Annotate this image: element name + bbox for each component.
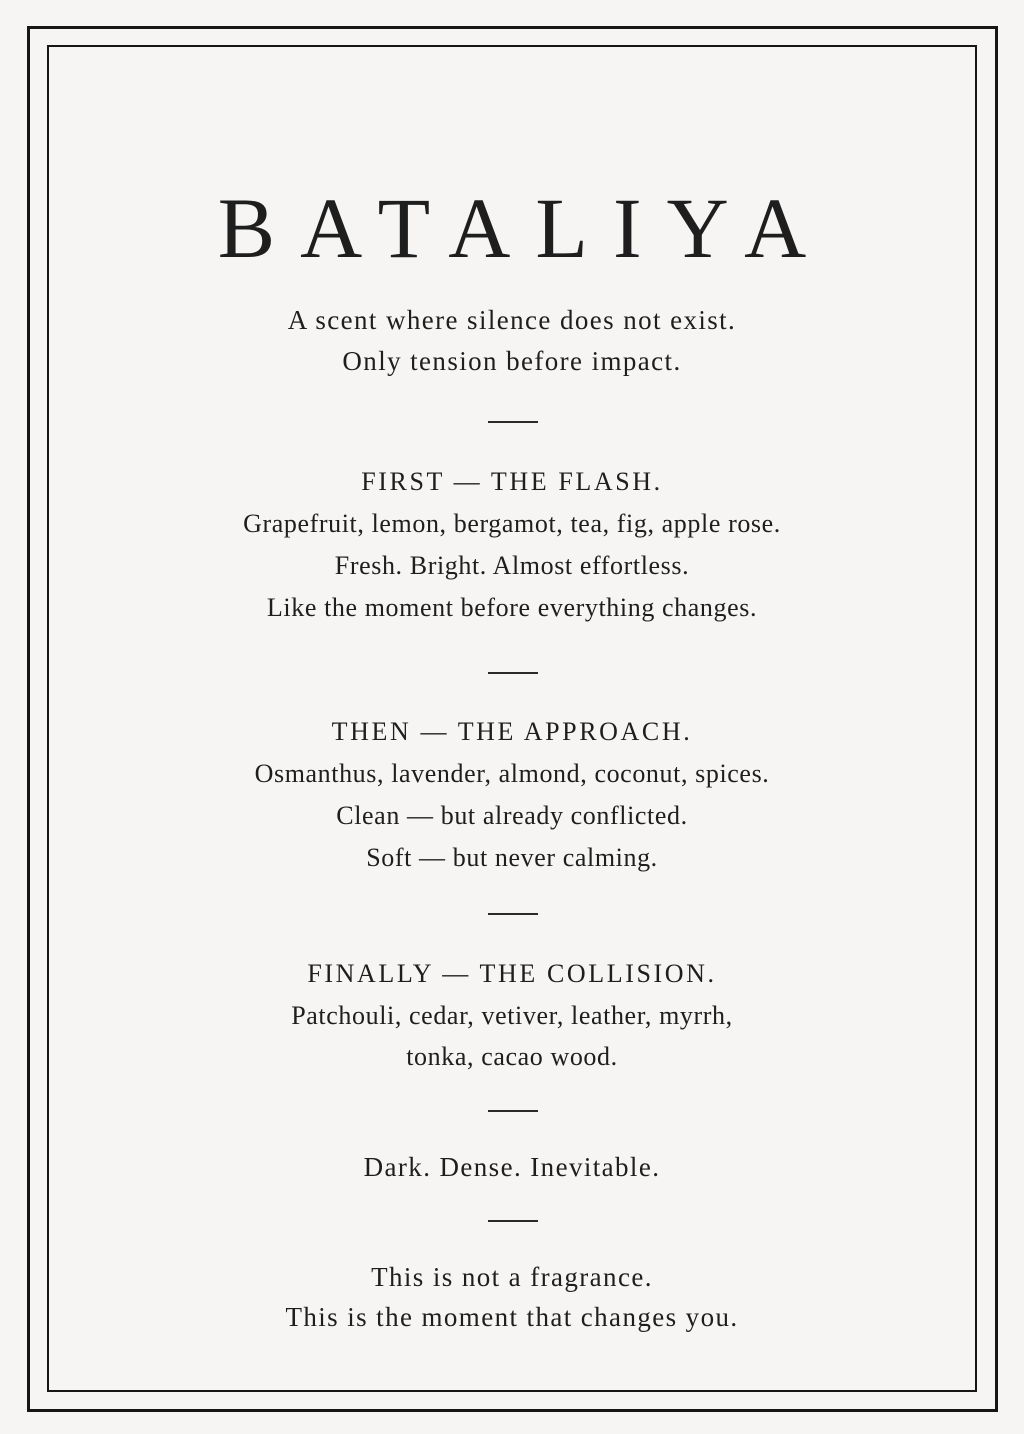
section-line: Osmanthus, lavender, almond, coconut, spices. xyxy=(254,759,770,788)
divider-5 xyxy=(488,1220,538,1222)
section-line: Grapefruit, lemon, bergamot, tea, fig, apple rose. xyxy=(243,509,781,538)
divider-2 xyxy=(488,672,538,674)
divider-1 xyxy=(488,421,538,423)
section-line: Soft — but never calming. xyxy=(366,843,658,872)
closing-line-2: This is the moment that changes you. xyxy=(285,1302,739,1332)
section-heading: FIRST — THE FLASH. xyxy=(361,467,663,496)
brand-title: BATALIYA xyxy=(217,180,832,276)
closing-line-1: This is not a fragrance. xyxy=(371,1262,653,1292)
statement: Dark. Dense. Inevitable. xyxy=(363,1152,661,1182)
section-line: Fresh. Bright. Almost effortless. xyxy=(334,551,690,580)
tagline-line-2: Only tension before impact. xyxy=(342,346,682,376)
tagline-line-1: A scent where silence does not exist. xyxy=(287,305,737,335)
section-line: Clean — but already conflicted. xyxy=(336,801,688,830)
section-heading: THEN — THE APPROACH. xyxy=(331,717,693,746)
section-heading: FINALLY — THE COLLISION. xyxy=(307,959,717,988)
section-line: tonka, cacao wood. xyxy=(406,1042,618,1071)
section-line: Like the moment before everything changes. xyxy=(266,593,758,622)
divider-3 xyxy=(488,913,538,915)
section-line: Patchouli, cedar, vetiver, leather, myrrh, xyxy=(291,1001,733,1030)
divider-4 xyxy=(488,1110,538,1112)
